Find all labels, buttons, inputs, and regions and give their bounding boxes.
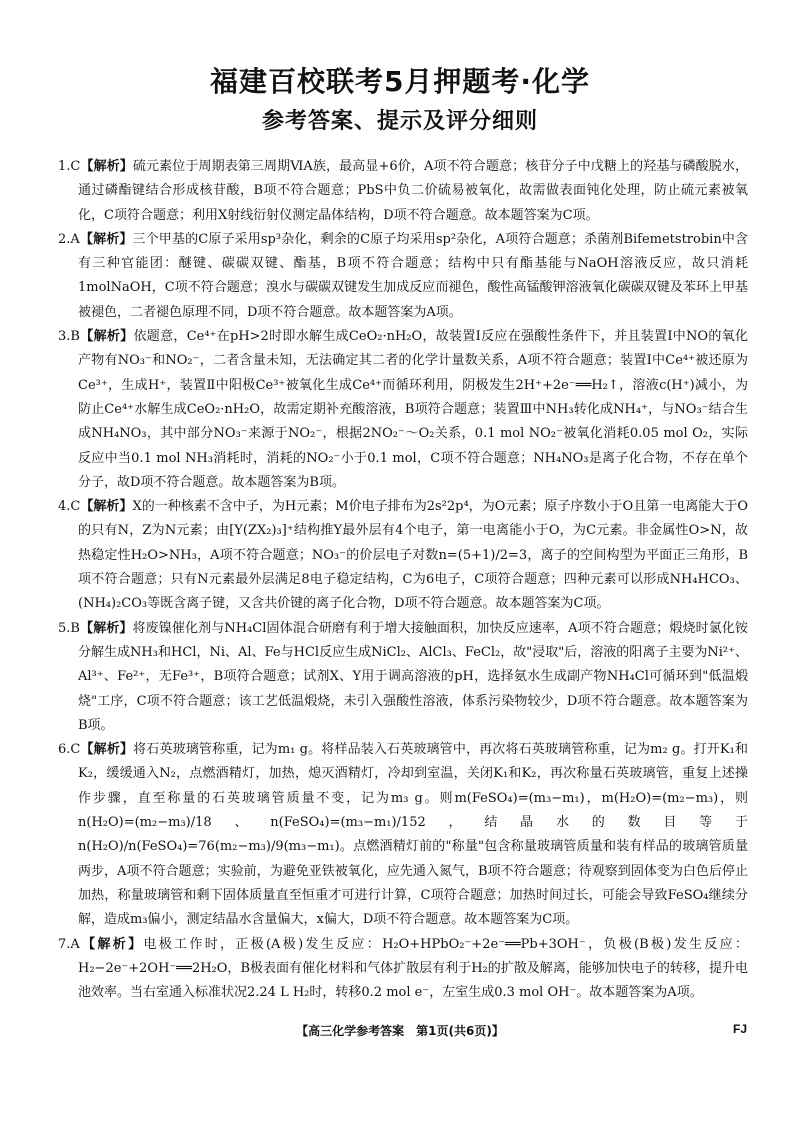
analysis-text: 三个甲基的C原子采用sp³杂化，剩余的C原子均采用sp²杂化，A项符合题意；杀菌剂Bifemetstrobin中含有三种官能团：醚键、碳碳双键、酯基，B项不符合题意；结构中只有酯基能与NaOH溶液反应，故只消耗1molNaOH，C项不符合题意；溴水与碳碳双键发生加成反应而褪色，酸性高锰酸钾溶液氧化碳碳双键及苯环上甲基被褪色，二者褪色原理不同，D项不符合题意。故本题答案为A项。	[78, 231, 748, 320]
question-number: 4.	[58, 499, 71, 515]
page-footer: 【高三化学参考答案 第1页(共6页)】	[296, 1024, 504, 1038]
question-answer: B	[70, 620, 80, 636]
question-number: 3.	[58, 329, 71, 345]
analysis-tag: 【解析】	[79, 936, 144, 952]
analysis-text: 将废镍催化剂与NH₄Cl固体混合研磨有利于增大接触面积，加快反应速率，A项不符合题意；煅烧时氯化铵分解生成NH₃和HCl，Ni、Al、Fe与HCl反应生成NiCl₂、AlCl₃、FeCl₂，故"浸取"后，溶液的阳离子主要为Ni²⁺、Al³⁺、Fe²⁺，无Fe³⁺，B项符合题意；试剂X、Y用于调高溶液的pH，选择氨水生成副产物NH₄Cl可循环到"低温煅烧"工序，C项不符合题意；该工艺低温煅烧，未引入强酸性溶液，体系污染物较少，D项不符合题意。故本题答案为B项。	[78, 620, 748, 733]
analysis-text: 电极工作时，正极(A极)发生反应：H₂O+HPbO₂⁻+2e⁻══Pb+3OH⁻，负极(B极)发生反应：H₂−2e⁻+2OH⁻══2H₂O，B极表面有催化材料和气体扩散层有利于H₂的扩散及解离，能够加快电子的转移，提升电池效率。当右室通入标准状况2.24 L H₂时，转移0.2 mol e⁻，左室生成0.3 mol OH⁻。故本题答案为A项。	[78, 936, 748, 1001]
question-number: 7.	[58, 936, 71, 952]
question-number: 1.	[58, 159, 71, 174]
question-item-2	[58, 228, 748, 325]
question-item-7	[58, 933, 748, 1006]
analysis-text: X的一种核素不含中子，为H元素；M价电子排布为2s²2p⁴，为O元素；原子序数小于O且第一电离能大于O的只有N，Z为N元素；由[Y(ZX₂)₃]⁺结构推Y最外层有4个电子，第一电离能小于O，为C元素。非金属性O>N，故热稳定性H₂O>NH₃，A项不符合题意；NO₃⁻的价层电子对数n=(5+1)/2=3，离子的空间构型为平面正三角形，B项不符合题意；只有N元素最外层满足8电子稳定结构，C为6电子，C项符合题意；四种元素可以形成NH₄HCO₃、(NH₄)₂CO₃等既含离子键，又含共价键的离子化合物，D项不符合题意。故本题答案为C项。	[78, 499, 748, 612]
question-answer: C	[70, 742, 81, 758]
question-answer: C	[70, 499, 81, 515]
question-number: 5.	[58, 620, 71, 636]
analysis-text: 硫元素位于周期表第三周期ⅥA族，最高显+6价，A项不符合题意；核苷分子中戊糖上的羟基与磷酸脱水，通过磷酯键结合形成核苷酸，B项不符合题意；PbS中负二价硫易被氧化，故需做表面钝化处理，防止硫元素被氧化，C项符合题意；利用X射线衍射仪测定晶体结构，D项不符合题意。故本题答案为C项。	[78, 159, 748, 223]
question-item-5	[58, 617, 748, 738]
question-item-1	[58, 155, 748, 228]
analysis-tag: 【解析】	[79, 231, 133, 247]
analysis-tag: 【解析】	[79, 620, 133, 636]
question-item-4	[58, 495, 748, 616]
analysis-text: 将石英玻璃管称重，记为m₁ g。将样品装入石英玻璃管中，再次将石英玻璃管称重，记为m₂ g。打开K₁和K₂，缓缓通入N₂，点燃酒精灯，加热，熄灭酒精灯，冷却到室温，关闭K₁和K₂，再次称量石英玻璃管，重复上述操作步骤，直至称量的石英玻璃管质量不变，记为m₃ g。则m(FeSO₄)=(m₃−m₁)，m(H₂O)=(m₂−m₃)，则n(H₂O)=(m₂−m₃)/18、n(FeSO₄)=(m₃−m₁)/152，结晶水的数目等于n(H₂O)/n(FeSO₄)=76(m₂−m₃)/9(m₃−m₁)。点燃酒精灯前的"称量"包含称量玻璃管质量和装有样品的玻璃管质量两步，A项不符合题意；实验前，为避免亚铁被氧化，应先通入氮气，B项不符合题意；待观察到固体变为白色后停止加热，称量玻璃管和剩下固体质量直至恒重才可进行计算，C项符合题意；加热时间过长，可能会导致FeSO₄继续分解，造成m₃偏小，测定结晶水含量偏大，x偏大，D项不符合题意。故本题答案为C项。	[78, 742, 748, 928]
region-code: FJ	[733, 1022, 748, 1036]
question-item-6	[58, 738, 748, 932]
question-answer: A	[70, 936, 80, 952]
analysis-tag: 【解析】	[80, 742, 134, 758]
analysis-tag: 【解析】	[79, 329, 134, 345]
question-answer: C	[70, 159, 81, 174]
analysis-tag: 【解析】	[80, 499, 133, 515]
analysis-text: 依题意，Ce⁴⁺在pH>2时即水解生成CeO₂·nH₂O，故装置Ⅰ反应在强酸性条件下，并且装置Ⅰ中NO的氧化产物有NO₃⁻和NO₂⁻，二者含量未知，无法确定其二者的化学计量数关系，A项不符合题意；装置Ⅰ中Ce⁴⁺被还原为Ce³⁺，生成H⁺，装置Ⅱ中阳极Ce³⁺被氧化生成Ce⁴⁺而循环利用，阴极发生2H⁺+2e⁻══H₂↑，溶液c(H⁺)减小，为防止Ce⁴⁺水解生成CeO₂·nH₂O，故需定期补充酸溶液，B项符合题意；装置Ⅲ中NH₃转化成NH₄⁺，与NO₃⁻结合生成NH₄NO₃，其中部分NO₃⁻来源于NO₂⁻，根据2NO₂⁻～O₂关系，0.1 mol NO₂⁻被氧化消耗0.05 mol O₂，实际反应中当0.1 mol NH₃消耗时，消耗的NO₂⁻小于0.1 mol，C项不符合题意；NH₄NO₃是离子化合物，不存在单个分子，故D项不符合题意。故本题答案为B项。	[78, 329, 748, 490]
question-number: 2.	[58, 231, 71, 247]
page-title: 福建百校联考5月押题考·化学	[209, 65, 591, 98]
question-answer: A	[70, 231, 80, 247]
question-list	[58, 155, 748, 1005]
question-number: 6.	[58, 742, 71, 758]
page-subtitle: 参考答案、提示及评分细则	[261, 109, 538, 134]
analysis-tag: 【解析】	[80, 159, 133, 174]
question-item-3	[58, 325, 748, 495]
question-answer: B	[70, 329, 80, 345]
